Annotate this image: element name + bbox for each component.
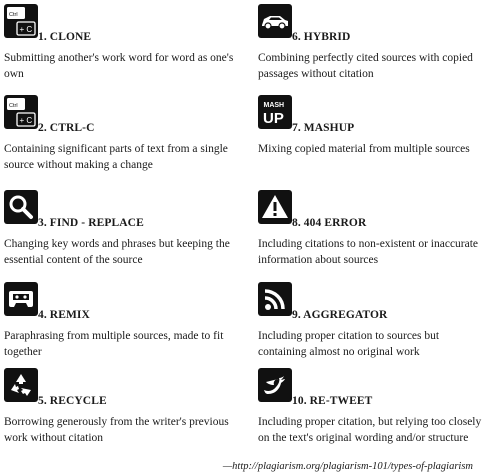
- mash-label: MASH: [263, 102, 285, 109]
- item-header: [0, 190, 240, 228]
- item-title: 3. FIND - REPLACE: [38, 217, 144, 229]
- item-header: [0, 282, 240, 320]
- item-re-tweet: [254, 368, 489, 446]
- item-header: [0, 4, 240, 42]
- item-remix: [0, 282, 240, 360]
- item-header: [254, 282, 489, 320]
- ctrl-key-label: Ctrl: [9, 103, 18, 109]
- item-description: Containing significant parts of text from a single source without making a change: [4, 143, 228, 171]
- cassette-icon: [4, 282, 38, 316]
- item-title: 1. CLONE: [38, 31, 92, 43]
- item-description: Mixing copied material from multiple sources: [258, 143, 470, 155]
- item-recycle: [0, 368, 240, 446]
- item-mashup: [254, 95, 489, 157]
- item-title: 8. 404 ERROR: [292, 217, 367, 229]
- mashup-icon: [258, 95, 292, 129]
- item-description: Changing key words and phrases but keeping the essential content of the source: [4, 238, 230, 266]
- item-description: Submitting another's work word for word as one's own: [4, 52, 234, 80]
- item-description: Borrowing generously from the writer's previous work without citation: [4, 416, 229, 444]
- rss-icon: [258, 282, 292, 316]
- up-label: UP: [263, 110, 284, 127]
- item-title: 10. RE-TWEET: [292, 395, 373, 407]
- item-description: Including citations to non-existent or inaccurate information about sources: [258, 238, 479, 266]
- item-title: 2. CTRL-C: [38, 122, 95, 134]
- item-description: Combining perfectly cited sources with copied passages without citation: [258, 52, 473, 80]
- item-description: Paraphrasing from multiple sources, made to fit together: [4, 330, 224, 358]
- plus-c-key-label: + C: [19, 25, 33, 34]
- magnifier-icon: [4, 190, 38, 224]
- item-header: [254, 368, 489, 406]
- item-header: [254, 190, 489, 228]
- item-description: Including proper citation to sources but containing almost no original work: [258, 330, 440, 358]
- ctrl-c-keys-icon: [4, 4, 38, 38]
- warning-icon: [258, 190, 292, 224]
- ctrl-key-label: Ctrl: [9, 12, 18, 18]
- plus-c-key-label: + C: [19, 116, 33, 125]
- item-description: Including proper citation, but relying too closely on the text's original wording and/or structure: [258, 416, 482, 444]
- item-title: 7. MASHUP: [292, 122, 355, 134]
- bird-icon: [258, 368, 292, 402]
- item-title: 5. RECYCLE: [38, 395, 107, 407]
- item-aggregator: [254, 282, 489, 360]
- item-404-error: [254, 190, 489, 268]
- ctrl-c-keys-icon: [4, 95, 38, 129]
- source-citation: —http://plagiarism.org/plagiarism-101/types-of-plagiarism: [222, 461, 473, 472]
- item-title: 4. REMIX: [38, 309, 90, 321]
- item-title: 6. HYBRID: [292, 31, 351, 43]
- item-header: [254, 4, 489, 42]
- item-hybrid: [254, 4, 489, 82]
- recycle-icon: [4, 368, 38, 402]
- item-header: [0, 368, 240, 406]
- item-find-replace: [0, 190, 240, 268]
- item-clone: [0, 4, 240, 82]
- item-title: 9. AGGREGATOR: [292, 309, 388, 321]
- item-header: [254, 95, 489, 133]
- car-icon: [258, 4, 292, 38]
- item-ctrl-c: [0, 95, 240, 173]
- item-header: [0, 95, 240, 133]
